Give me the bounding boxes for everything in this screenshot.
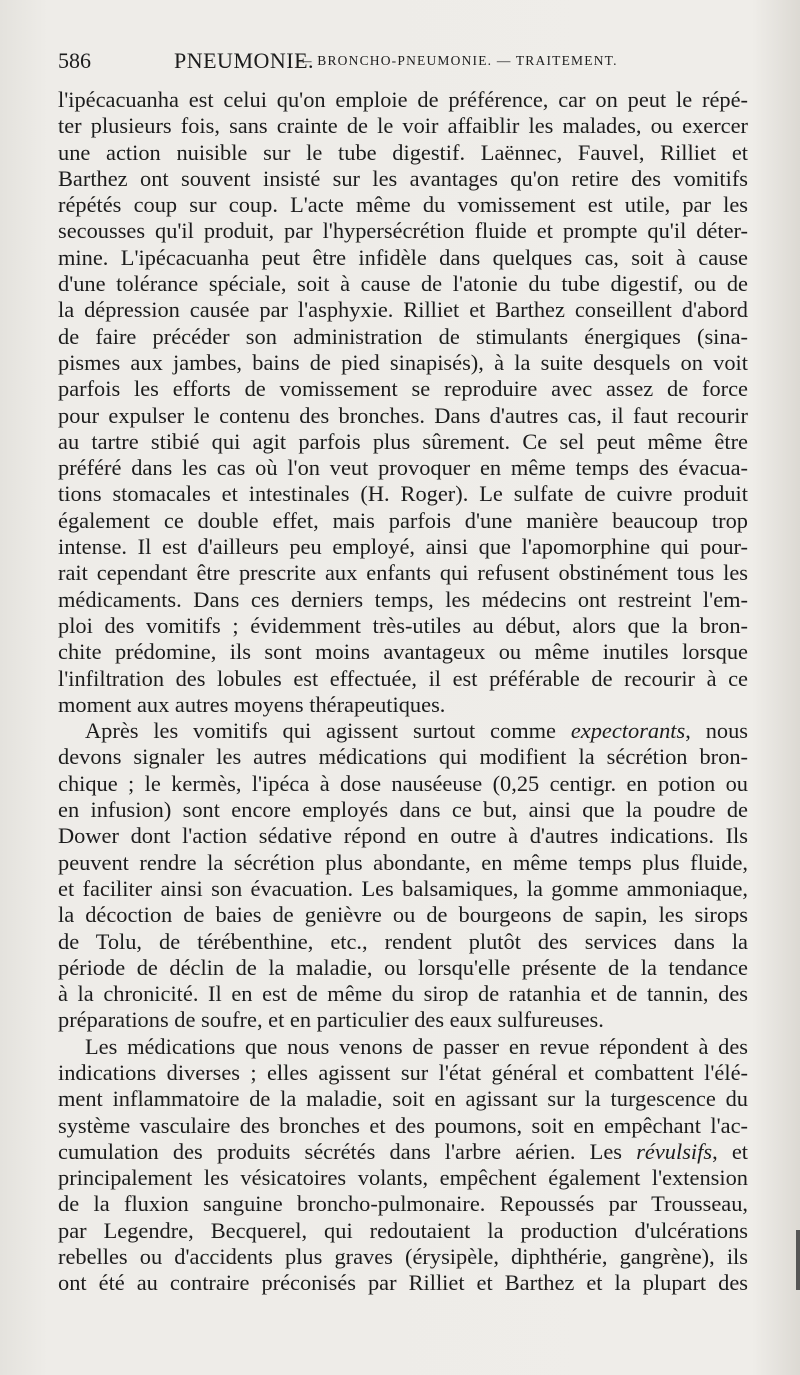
text-line: pismes aux jambes, bains de pied sinapisés), à la suite desquels on voit	[58, 349, 748, 375]
text-line: système vasculaire des bronches et des poumons, soit en empêchant l'ac-	[58, 1112, 748, 1138]
text-line: mine. L'ipécacuanha peut être infidèle dans quelques cas, soit à cause	[58, 244, 748, 270]
text-line: au tartre stibié qui agit parfois plus sûrement. Ce sel peut même être	[58, 428, 748, 454]
header-subtitle: — BRONCHO-PNEUMONIE. — TRAITEMENT.	[298, 53, 618, 68]
text-line: parfois les efforts de vomissement se reproduire avec assez de force	[58, 376, 748, 402]
paragraph	[58, 87, 748, 718]
text-line: répétés coup sur coup. L'acte même du vomissement est utile, par les	[58, 192, 748, 218]
text-line: l'ipécacuanha est celui qu'on emploie de préférence, car on peut le répé-	[58, 87, 748, 112]
text-line: peuvent rendre la sécrétion plus abondante, en même temps plus fluide,	[58, 849, 748, 875]
text-line: rait cependant être prescrite aux enfants qui refusent obstinément tous les	[58, 560, 748, 586]
text-line: chique ; le kermès, l'ipéca à dose nauséeuse (0,25 centigr. en potion ou	[58, 770, 748, 796]
text-line: de faire précéder son administration de stimulants énergiques (sina-	[58, 323, 748, 349]
paragraph	[58, 718, 748, 1034]
body-text	[58, 87, 748, 1297]
text-line: médicaments. Dans ces derniers temps, les médecins ont restreint l'em-	[58, 586, 748, 612]
text-line: indications diverses ; elles agissent sur l'état général et combattent l'élé-	[58, 1059, 748, 1085]
text-line: moment aux autres moyens thérapeutiques.	[58, 691, 446, 717]
text-line: période de déclin de la maladie, ou lorsqu'elle présente de la tendance	[58, 954, 748, 980]
text-line: et faciliter ainsi son évacuation. Les balsamiques, la gomme ammoniaque,	[58, 875, 748, 901]
text-line: ter plusieurs fois, sans crainte de le voir affaiblir les malades, ou exercer	[58, 113, 748, 139]
running-header	[58, 48, 748, 78]
text-line: Barthez ont souvent insisté sur les avantages qu'on retire des vomitifs	[58, 165, 748, 191]
text-line: préparations de soufre, et en particulier des eaux sulfureuses.	[58, 1007, 604, 1033]
text-line: d'une tolérance spéciale, soit à cause de l'atonie du tube digestif, ou de	[58, 271, 748, 297]
page-number: 586	[58, 48, 91, 73]
text-line: pour expulser le contenu des bronches. Dans d'autres cas, il faut recourir	[58, 402, 748, 428]
text-line: cumulation des produits sécrétés dans l'arbre aérien. Les révulsifs, et	[58, 1138, 748, 1164]
text-line: Dower dont l'action sédative répond en outre à d'autres indications. Ils	[58, 823, 748, 849]
text-line: ploi des vomitifs ; évidemment très-utiles au début, alors que la bron-	[58, 612, 748, 638]
text-line: la décoction de baies de genièvre ou de bourgeons de sapin, les sirops	[58, 902, 748, 928]
text-line: par Legendre, Becquerel, qui redoutaient la production d'ulcérations	[58, 1217, 748, 1243]
text-line: rebelles ou d'accidents plus graves (érysipèle, diphthérie, gangrène), ils	[58, 1244, 748, 1270]
text-line: préféré dans les cas où l'on veut provoquer en même temps des évacua-	[58, 455, 748, 481]
binding-edge	[796, 1230, 800, 1290]
text-line: principalement les vésicatoires volants, empêchent également l'extension	[58, 1165, 748, 1191]
text-line: à la chronicité. Il en est de même du sirop de ratanhia et de tannin, des	[58, 981, 748, 1007]
text-line: chite prédomine, ils sont moins avantageux ou même inutiles lorsque	[58, 639, 748, 665]
text-line: en infusion) sont encore employés dans ce but, ainsi que la poudre de	[58, 797, 748, 823]
text-line: une action nuisible sur le tube digestif. Laënnec, Fauvel, Rilliet et	[58, 139, 748, 165]
header-title: PNEUMONIE.	[174, 48, 315, 73]
text-line: l'infiltration des lobules est effectuée, il est préférable de recourir à ce	[58, 665, 748, 691]
text-line: ment inflammatoire de la maladie, soit en agissant sur la turgescence du	[58, 1086, 748, 1112]
text-line: ont été au contraire préconisés par Rilliet et Barthez et la plupart des	[58, 1270, 748, 1296]
text-line: de la fluxion sanguine broncho-pulmonaire. Repoussés par Trousseau,	[58, 1191, 748, 1217]
text-line: secousses qu'il produit, par l'hypersécrétion fluide et prompte qu'il déter-	[58, 218, 748, 244]
text-line: également ce double effet, mais parfois d'une manière beaucoup trop	[58, 507, 748, 533]
text-line: tions stomacales et intestinales (H. Roger). Le sulfate de cuivre produit	[58, 481, 748, 507]
text-line: devons signaler les autres médications qui modifient la sécrétion bron-	[58, 744, 748, 770]
text-line: Après les vomitifs qui agissent surtout comme expectorants, nous	[85, 718, 748, 744]
text-line: Les médications que nous venons de passer en revue répondent à des	[85, 1033, 748, 1059]
text-line: la dépression causée par l'asphyxie. Rilliet et Barthez conseillent d'abord	[58, 297, 748, 323]
text-line: de Tolu, de térébenthine, etc., rendent plutôt des services dans la	[58, 928, 748, 954]
paragraph	[58, 1034, 748, 1297]
text-line: intense. Il est d'ailleurs peu employé, ainsi que l'apomorphine qui pour-	[58, 534, 748, 560]
